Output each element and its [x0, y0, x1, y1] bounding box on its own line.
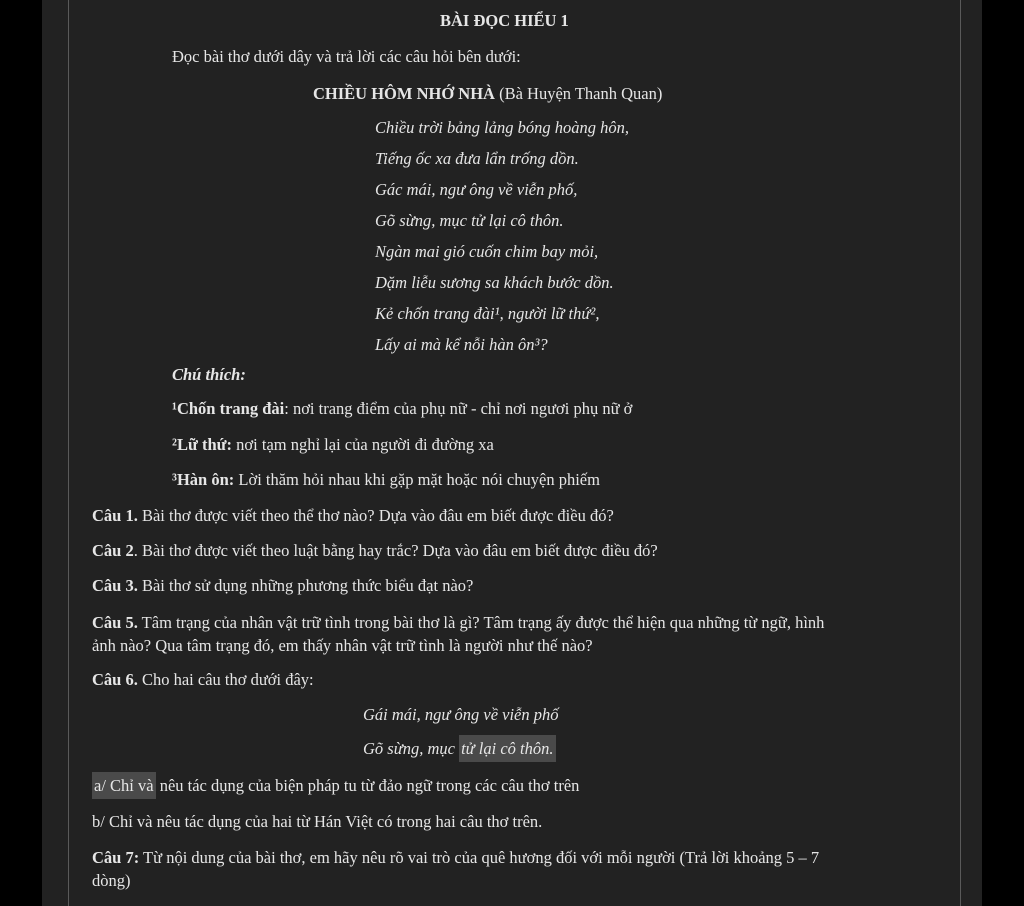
- poem-line: Dặm liễu sương sa khách bước dồn.: [375, 273, 614, 292]
- question-6a: a/ Chỉ và nêu tác dụng của biện pháp tu từ đảo ngữ trong các câu thơ trên: [92, 775, 579, 797]
- question-text: . Bài thơ được viết theo luật bằng hay trắc? Dựa vào đâu em biết được điều đó?: [133, 541, 658, 560]
- poem-line: Kẻ chốn trang đài¹, người lữ thứ²,: [375, 304, 600, 323]
- question-label: Câu 2: [92, 541, 134, 560]
- page-border-right: [960, 0, 961, 906]
- question-1: [92, 505, 614, 527]
- poem-line: Chiều trời bảng lảng bóng hoàng hôn,: [375, 118, 630, 137]
- instruction: Đọc bài thơ dưới dây và trả lời các câu hỏi bên dưới:: [172, 47, 521, 66]
- question-text: Bài thơ được viết theo thể thơ nào? Dựa vào đâu em biết được điều đó?: [137, 506, 614, 525]
- note-text: : nơi trang điểm của phụ nữ - chỉ nơi ngươi phụ nữ ở: [284, 399, 633, 418]
- quoted-line: Gõ sừng, mục tử lại cô thôn.: [363, 738, 556, 760]
- poem-line: Gõ sừng, mục tử lại cô thôn.: [375, 211, 564, 230]
- quoted-line: Gái mái, ngư ông về viễn phố: [363, 705, 559, 724]
- question-text: Tâm trạng của nhân vật trữ tình trong bài thơ là gì? Tâm trạng ấy được thể hiện qua những từ ngữ, hình: [137, 613, 825, 632]
- poem-line: Tiếng ốc xa đưa lẩn trống dồn.: [375, 149, 579, 168]
- note-term: ³Hàn ôn:: [172, 470, 235, 489]
- question-label: Câu 1.: [92, 506, 138, 525]
- question-3: [92, 575, 473, 597]
- question-5-line-2: ảnh nào? Qua tâm trạng đó, em thấy nhân vật trữ tình là người như thế nào?: [92, 636, 593, 655]
- poem-author: (Bà Huyện Thanh Quan): [499, 84, 663, 103]
- note-term: ²Lữ thứ:: [172, 435, 233, 454]
- poem-line: Ngàn mai gió cuốn chim bay mỏi,: [375, 242, 599, 261]
- poem-line: Lấy ai mà kể nỗi hàn ôn³?: [375, 335, 548, 354]
- question-text: Cho hai câu thơ dưới đây:: [137, 670, 314, 689]
- question-6: [92, 669, 314, 691]
- notes-label: Chú thích:: [172, 365, 246, 384]
- question-text: Bài thơ sử dụng những phương thức biểu đạt nào?: [137, 576, 474, 595]
- page-border-left: [68, 0, 69, 906]
- left-margin: [0, 0, 42, 906]
- question-7-line-2: dòng): [92, 871, 131, 890]
- question-7-line-1: [92, 847, 819, 869]
- note-text: Lời thăm hỏi nhau khi gặp mặt hoặc nói chuyện phiếm: [234, 470, 600, 489]
- note-item: [172, 469, 600, 491]
- question-6b: b/ Chỉ và nêu tác dụng của hai từ Hán Việt có trong hai câu thơ trên.: [92, 812, 543, 831]
- poem-line: Gác mái, ngư ông về viễn phố,: [375, 180, 578, 199]
- question-label: Câu 3.: [92, 576, 138, 595]
- text-selection-highlight: a/ Chỉ và: [92, 772, 156, 799]
- question-5-line-1: [92, 612, 824, 634]
- question-label: Câu 5.: [92, 613, 138, 632]
- poem-title: CHIỀU HÔM NHỚ NHÀ: [313, 84, 495, 103]
- right-margin: [982, 0, 1024, 906]
- note-term: ¹Chốn trang đài: [172, 399, 285, 418]
- note-item: [172, 434, 494, 456]
- text-selection-highlight: tử lại cô thôn.: [459, 735, 555, 762]
- heading: BÀI ĐỌC HIỂU 1: [440, 11, 569, 30]
- question-label: Câu 7:: [92, 848, 140, 867]
- note-text: nơi tạm nghỉ lại của người đi đường xa: [232, 435, 494, 454]
- question-2: [92, 540, 658, 562]
- poem-title-line: [313, 83, 662, 105]
- note-item: [172, 398, 632, 420]
- question-text: Từ nội dung của bài thơ, em hãy nêu rõ vai trò của quê hương đối với mỗi người (Trả lời khoảng 5 – 7: [139, 848, 820, 867]
- question-label: Câu 6.: [92, 670, 138, 689]
